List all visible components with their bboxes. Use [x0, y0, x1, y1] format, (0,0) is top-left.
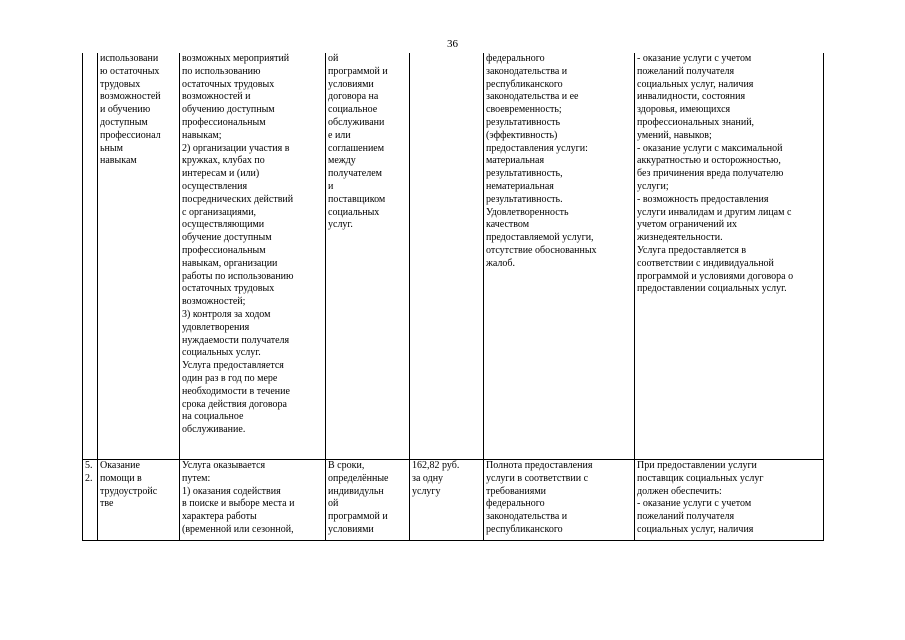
service-terms: ой программой и условиями договора на социальное обслуживани е или соглашением между получателем и поставщиком социальных услуг.: [326, 53, 410, 460]
service-description: Услуга оказывается путем: 1) оказания содействия в поиске и выборе места и характера работы (временной или сезонной,: [180, 460, 326, 541]
table-row: [83, 460, 824, 541]
service-price: 162,82 руб. за одну услугу: [410, 460, 484, 541]
service-name: Оказание помощи в трудоустройс тве: [98, 460, 180, 541]
service-conditions: - оказание услуги с учетом пожеланий получателя социальных услуг, наличия инвалидности, состояния здоровья, имеющихся профессиональных знаний, умений, навыков; - оказание услуги с максимальной аккуратностью и осторожностью, без причинения вреда получателю услуги; - возможность предоставления услуги инвалидам и другим лицам с учетом ограничений их жизнедеятельности. Услуга предоставляется в соответствии с индивидуальной программой и условиями договора о предоставлении социальных услуг.: [635, 53, 824, 460]
quality-indicators: федерального законодательства и республиканского законодательства и ее своевременность; результативность (эффективность) предоставления услуги: материальная результативность, нематериальная результативность. Удовлетворенность качеством предоставляемой услуги, отсутствие обоснованных жалоб.: [484, 53, 635, 460]
table-row: [83, 53, 824, 460]
row-number: 5.2.: [83, 460, 98, 541]
row-number: [83, 53, 98, 460]
service-conditions: При предоставлении услуги поставщик социальных услуг должен обеспечить: - оказание услуги с учетом пожеланий получателя социальных услуг, наличия: [635, 460, 824, 541]
service-terms: В сроки, определённые индивидульн ой программой и условиями: [326, 460, 410, 541]
service-description: возможных мероприятий по использованию остаточных трудовых возможностей и обучению доступным профессиональным навыкам; 2) организации участия в кружках, клубах по интересам и (или) осуществления посреднических действий с организациями, осуществляющими обучение доступным профессиональным навыкам, организации работы по использованию остаточных трудовых возможностей; 3) контроля за ходом удовлетворения нуждаемости получателя социальных услуг. Услуга предоставляется один раз в год по мере необходимости в течение срока действия договора на социальное обслуживание.: [180, 53, 326, 460]
page-number: 36: [447, 38, 458, 50]
service-price: [410, 53, 484, 460]
services-table: [82, 53, 824, 541]
service-name: использовани ю остаточных трудовых возможностей и обучению доступным профессионал ьным навыкам: [98, 53, 180, 460]
quality-indicators: Полнота предоставления услуги в соответствии с требованиями федерального законодательства и республиканского: [484, 460, 635, 541]
